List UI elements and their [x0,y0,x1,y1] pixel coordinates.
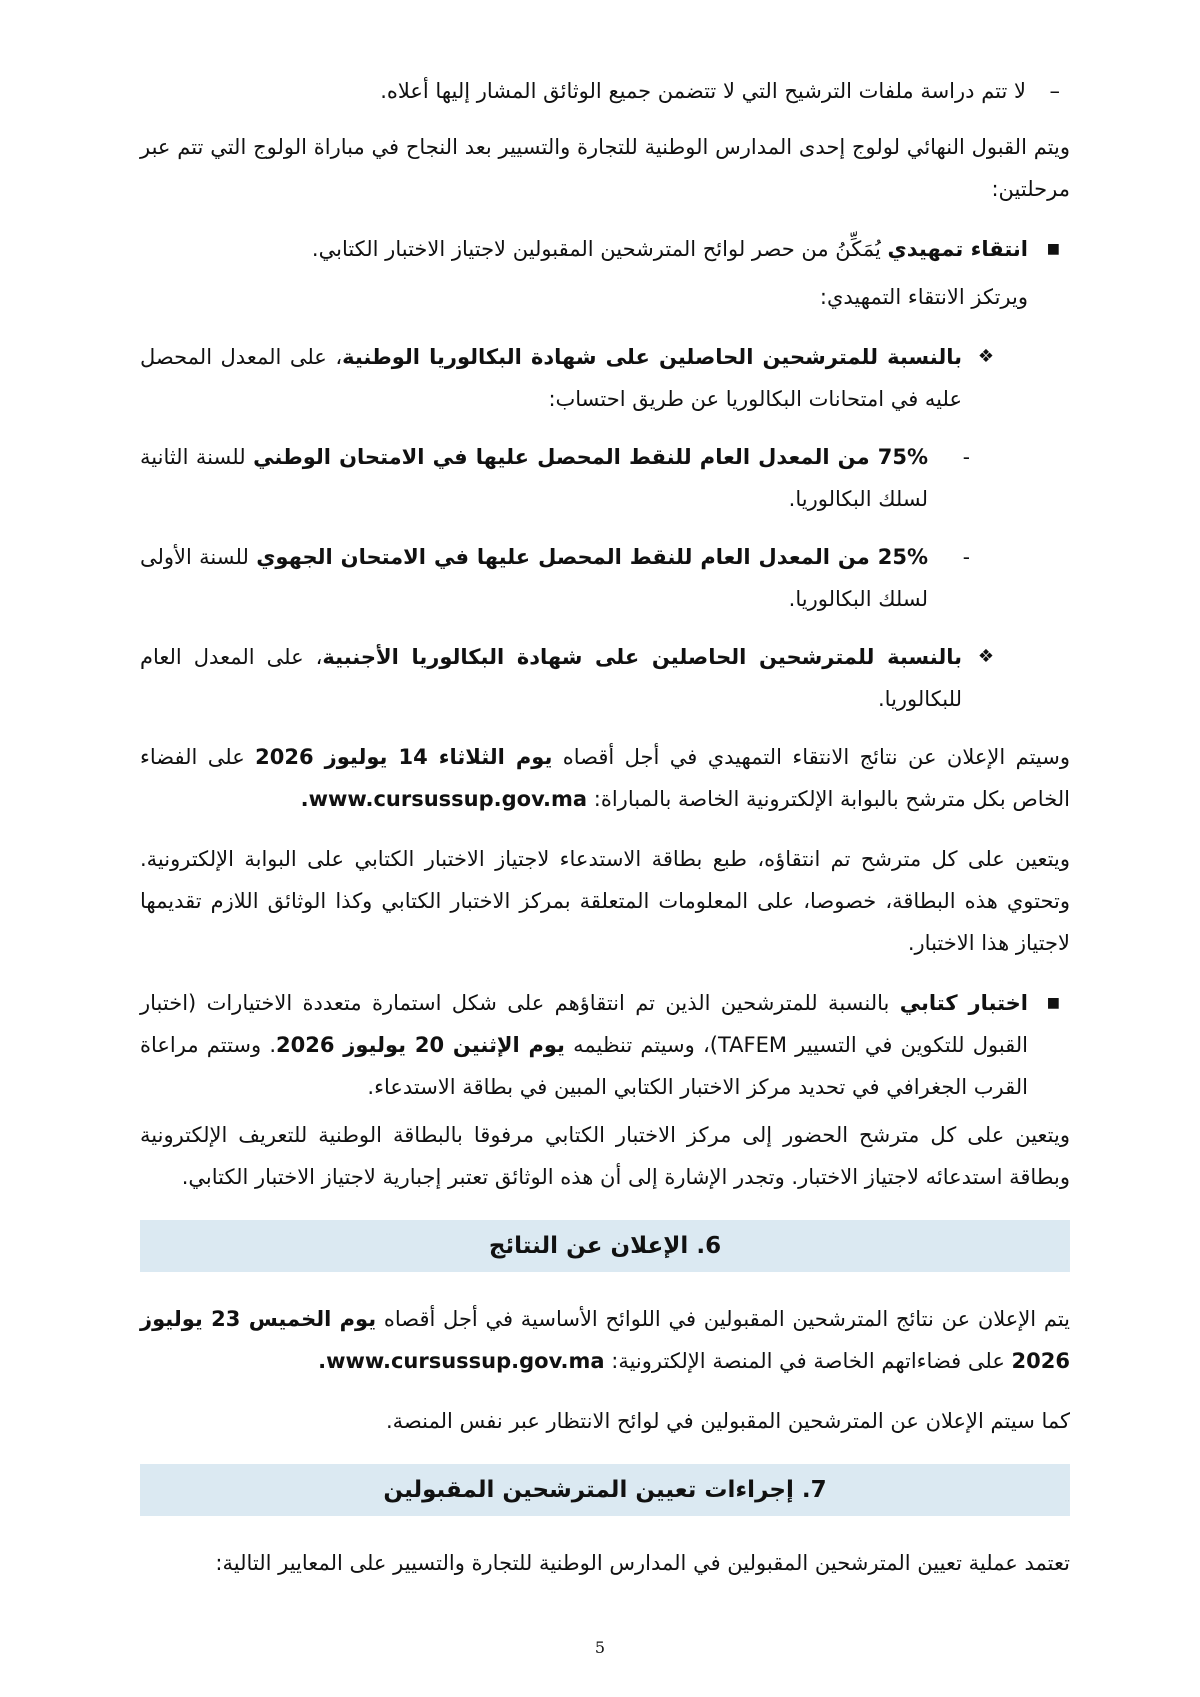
dash-bullet-icon: – [1049,79,1060,103]
foreign-bac-item [140,636,994,720]
preselection-item [140,228,1060,270]
hyphen-bullet-icon: - [962,545,970,569]
foreign-bac-text: بالنسبة للمترشحين الحاصلين على شهادة البكالوريا الأجنبية، على المعدل العام للبكالوريا. [140,645,962,711]
dash-list-item [140,70,1060,112]
document-page [140,70,1070,1602]
results-announce-paragraph: وسيتم الإعلان عن نتائج الانتقاء التمهيدي في أجل أقصاه يوم الثلاثاء 14 يوليوز 2026 على الفضاء الخاص بكل مترشح بالبوابة الإلكترونية الخاصة بالمباراة: www.cursussup.gov.ma. [140,745,1071,811]
diamond-bullet-icon: ❖ [977,346,994,367]
preselection-text: انتقاء تمهيدي يُمَكِّنُ من حصر لوائح المترشحين المقبولين لاجتياز الاختبار الكتابي. [311,237,1028,261]
diamond-bullet-icon: ❖ [977,646,994,667]
convocation-paragraph: ويتعين على كل مترشح تم انتقاؤه، طبع بطاقة الاستدعاء لاجتياز الاختبار الكتابي على البوابة الإلكترونية. وتحتوي هذه البطاقة، خصوصا، على المعلومات المتعلقة بمركز الاختبار الكتابي وكذا الوثائق اللازم تقديمها لاجتياز هذا الاختبار. [140,847,1070,955]
section-7-heading: 7. إجراءات تعيين المترشحين المقبولين [140,1464,1070,1516]
section-7-paragraph: تعتمد عملية تعيين المترشحين المقبولين في المدارس الوطنية للتجارة والتسيير على المعايير التالية: [215,1551,1070,1575]
written-exam-item [140,982,1060,1108]
preselection-title: انتقاء تمهيدي [887,237,1028,261]
written-exam-text: اختبار كتابي بالنسبة للمترشحين الذين تم انتقاؤهم على شكل استمارة متعددة الاختيارات (اختبار القبول للتكوين في التسيير TAFEM)، وسيتم تنظيمه يوم الإثنين 20 يوليوز 2026. وستتم مراعاة القرب الجغرافي في تحديد مركز الاختبار الكتابي المبين في بطاقة الاستدعاء. [140,991,1029,1099]
section-6-paragraph: يتم الإعلان عن نتائج المترشحين المقبولين في اللوائح الأساسية في أجل أقصاه يوم الخميس 23 يوليوز 2026 على فضاءاتهم الخاصة في المنصة الإلكترونية: www.cursussup.gov.ma. [140,1307,1071,1373]
cursussup-link[interactable]: www.cursussup.gov.ma [308,787,588,811]
final-admission-paragraph: ويتم القبول النهائي لولوج إحدى المدارس الوطنية للتجارة والتسيير بعد النجاح في مباراة الولوج التي تتم عبر مرحلتين: [140,135,1070,201]
page-number: 5 [594,1638,606,1657]
section-6-heading: 6. الإعلان عن النتائج [140,1220,1070,1272]
national-exam-text: 75% من المعدل العام للنقط المحصل عليها في الامتحان الوطني للسنة الثانية لسلك البكالوريا. [140,445,928,511]
regional-exam-text: 25% من المعدل العام للنقط المحصل عليها في الامتحان الجهوي للسنة الأولى لسلك البكالوريا. [140,545,928,611]
national-bac-text: بالنسبة للمترشحين الحاصلين على شهادة البكالوريا الوطنية، على المعدل المحصل عليه في امتحانات البكالوريا عن طريق احتساب: [140,345,962,411]
attendance-paragraph: ويتعين على كل مترشح الحضور إلى مركز الاختبار الكتابي مرفوقا بالبطاقة الوطنية للتعريف الإلكترونية وبطاقة استدعائه لاجتياز الاختبار. وتجدر الإشارة إلى أن هذه الوثائق تعتبر إجبارية لاجتياز الاختبار الكتابي. [140,1123,1070,1189]
hyphen-bullet-icon: - [962,445,970,469]
national-exam-item [140,436,970,520]
cursussup-link[interactable]: www.cursussup.gov.ma [326,1349,605,1373]
preselection-basis: ويرتكز الانتقاء التمهيدي: [819,285,1028,309]
waiting-list-paragraph: كما سيتم الإعلان عن المترشحين المقبولين في لوائح الانتظار عبر نفس المنصة. [385,1409,1070,1433]
regional-exam-item [140,536,970,620]
square-bullet-icon: ■ [1046,241,1060,257]
dash-text: لا تتم دراسة ملفات الترشيح التي لا تتضمن جميع الوثائق المشار إليها أعلاه. [380,79,1026,103]
square-bullet-icon: ■ [1046,995,1060,1011]
national-bac-item [140,336,994,420]
